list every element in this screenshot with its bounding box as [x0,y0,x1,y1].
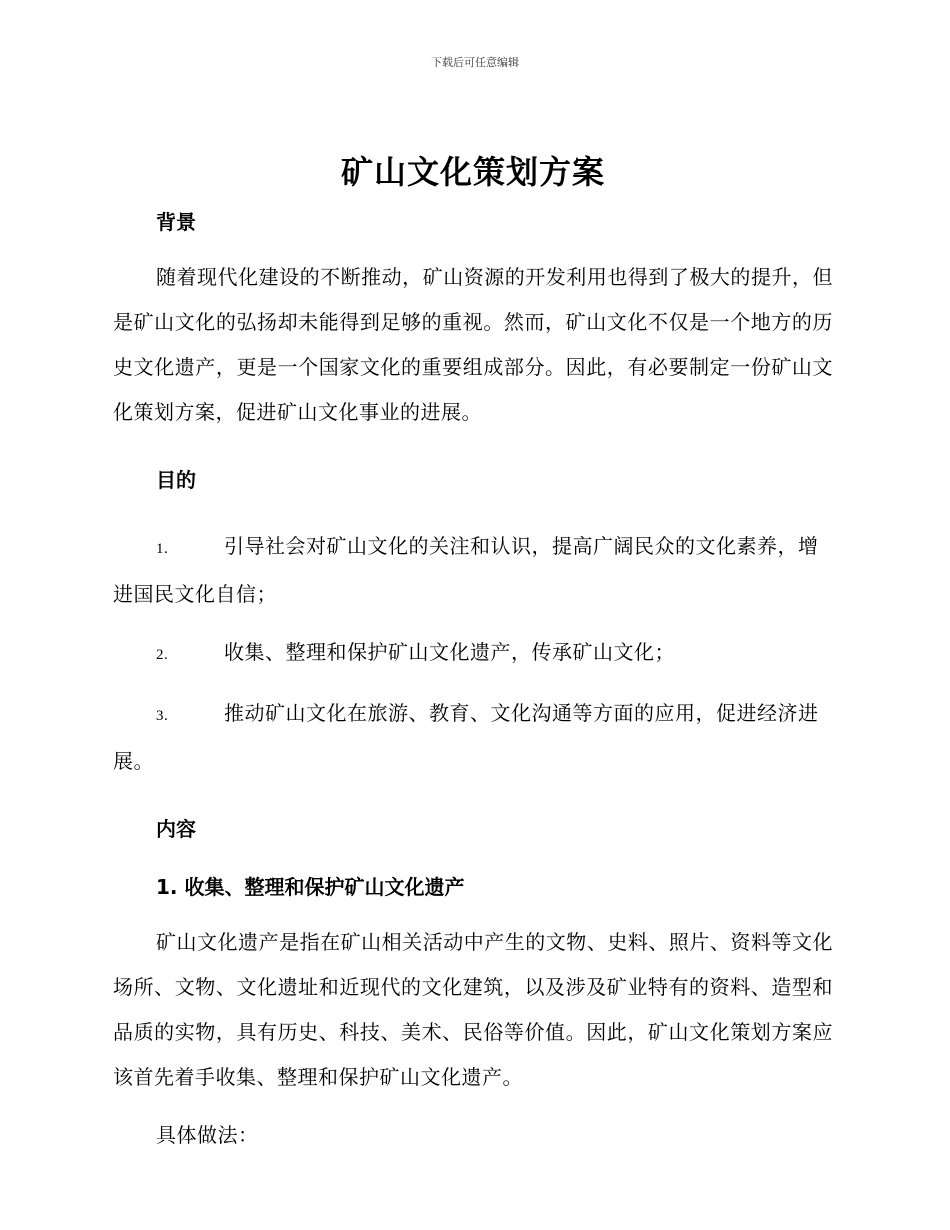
list-number: 1. [156,541,169,557]
list-number: 2. [156,647,169,663]
method-label: 具体做法： [156,1123,259,1147]
purpose-item-3 [113,691,833,784]
heading-content: 内容 [156,817,196,841]
heading-background: 背景 [156,210,196,234]
purpose-item-2 [113,630,833,678]
list-text: 收集、整理和保护矿山文化遗产，传承矿山文化； [224,640,675,664]
paragraph-heritage: 矿山文化遗产是指在矿山相关活动中产生的文物、史料、照片、资料等文化场所、文物、文化遗址和近现代的文化建筑，以及涉及矿业特有的资料、造型和品质的实物，具有历史、科技、美术、民俗等价值。因此，矿山文化策划方案应该首先着手收集、整理和保护矿山文化遗产。 [113,930,833,1089]
document-title: 矿山文化策划方案 [340,153,605,191]
sub-heading-heritage: 1. 收集、整理和保护矿山文化遗产 [156,875,465,899]
list-number: 3. [156,708,169,724]
heading-purpose: 目的 [156,468,196,492]
document-body [113,150,833,1158]
paragraph-background: 随着现代化建设的不断推动，矿山资源的开发利用也得到了极大的提升，但是矿山文化的弘扬却未能得到足够的重视。然而，矿山文化不仅是一个地方的历史文化遗产，更是一个国家文化的重要组成部分。因此，有必要制定一份矿山文化策划方案，促进矿山文化事业的进展。 [113,265,833,424]
header-note: 下载后可任意编辑 [431,56,519,69]
list-text: 推动矿山文化在旅游、教育、文化沟通等方面的应用，促进经济进展。 [113,701,819,773]
purpose-item-1 [113,524,833,617]
list-text: 引导社会对矿山文化的关注和认识，提高广阔民众的文化素养，增进国民文化自信； [113,534,819,606]
